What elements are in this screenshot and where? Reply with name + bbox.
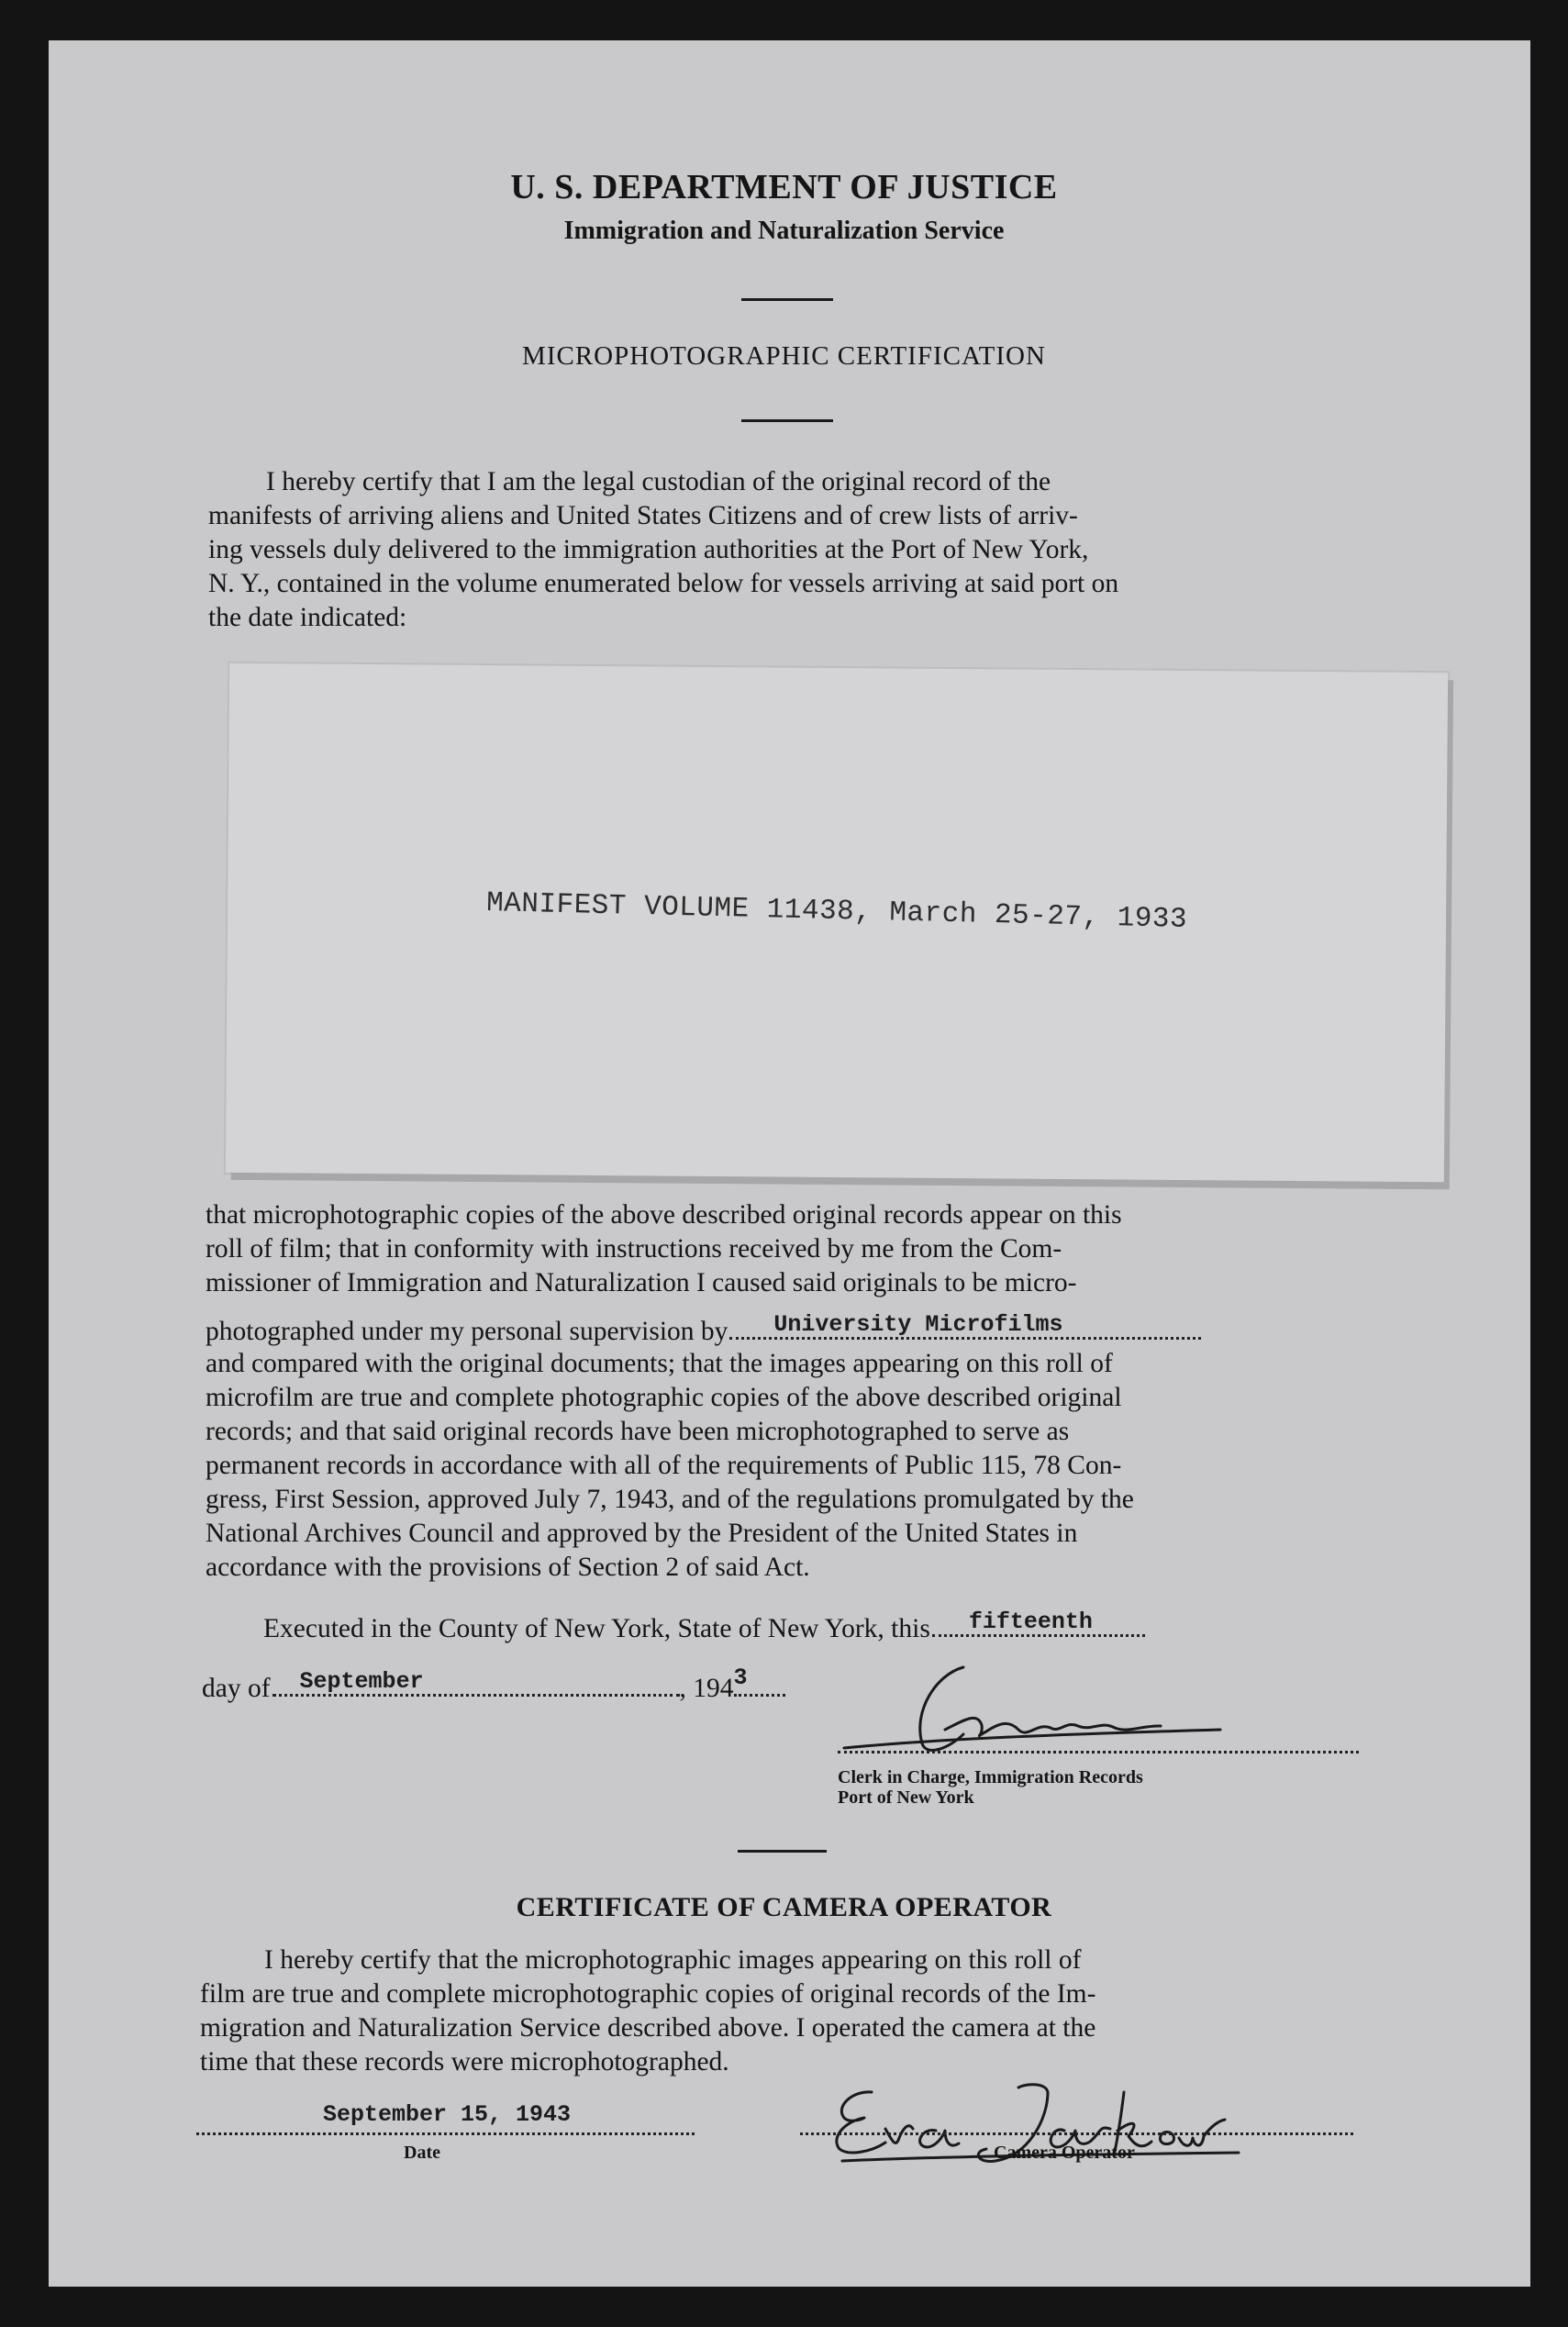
camera-operator-signature-line [800, 2132, 1353, 2135]
certification-title: MICROPHOTOGRAPHIC CERTIFICATION [522, 341, 1046, 371]
body-line: missioner of Immigration and Naturalization I caused said originals to be micro- [206, 1268, 1077, 1297]
photographer-value: University Microfilms [773, 1311, 1063, 1338]
body-paragraph-top [206, 1198, 1369, 1300]
year-field [733, 1665, 785, 1697]
camera-line: film are true and complete microphotographic copies of original records of the Im- [200, 1979, 1096, 2009]
clerk-signature-line [838, 1751, 1359, 1754]
body-line: National Archives Council and approved by the President of the United States in [206, 1519, 1078, 1548]
body-line: permanent records in accordance with all of the requirements of Public 115, 78 Con- [206, 1451, 1122, 1480]
clerk-signature [826, 1656, 1239, 1766]
body-line: roll of film; that in conformity with instructions received by me from the Com- [206, 1234, 1062, 1264]
intro-line: manifests of arriving aliens and United States Citizens and of crew lists of arriv- [208, 501, 1078, 530]
intro-paragraph [208, 465, 1370, 635]
intro-line: the date indicated: [208, 603, 407, 632]
supervision-line [206, 1313, 1201, 1349]
clerk-title: Clerk in Charge, Immigration Records [838, 1767, 1143, 1787]
date-line [202, 1665, 785, 1706]
body-line: gress, First Session, approved July 7, 1943, and of the regulations promulgated by the [206, 1485, 1134, 1514]
month-value: September [299, 1668, 424, 1695]
body-line: accordance with the provisions of Section 2 of said Act. [206, 1553, 810, 1582]
intro-line: ing vessels duly delivered to the immigration authorities at the Port of New York, [208, 535, 1089, 564]
intro-line: I hereby certify that I am the legal custodian of the original record of the [266, 467, 1051, 496]
day-field [932, 1610, 1145, 1637]
manifest-card [226, 663, 1448, 1182]
divider-second [741, 419, 833, 422]
service-heading: Immigration and Naturalization Service [563, 217, 1005, 245]
camera-certificate-paragraph [200, 1943, 1359, 2079]
body-line: that microphotographic copies of the above described original records appear on this [206, 1200, 1122, 1230]
camera-line: I hereby certify that the microphotographic images appearing on this roll of [264, 1945, 1082, 1975]
day-value: fifteenth [968, 1609, 1093, 1635]
divider-top [741, 298, 833, 301]
camera-date-value: September 15, 1943 [323, 2101, 572, 2128]
execution-line [263, 1610, 1145, 1646]
department-heading: U. S. DEPARTMENT OF JUSTICE [510, 168, 1058, 206]
supervision-prefix: photographed under my personal supervision by [206, 1317, 728, 1346]
camera-date-label: Date [404, 2143, 440, 2163]
execution-prefix: Executed in the County of New York, State of New York, this [263, 1614, 930, 1643]
camera-operator-label: Camera Operator [994, 2143, 1135, 2163]
month-field [272, 1670, 680, 1697]
day-of-label: day of [202, 1674, 271, 1703]
photographer-field [729, 1313, 1201, 1340]
manifest-volume-text: MANIFEST VOLUME 11438, March 25-27, 1933 [485, 887, 1188, 936]
camera-line: time that these records were microphotographed. [200, 2047, 729, 2076]
camera-certificate-title: CERTIFICATE OF CAMERA OPERATOR [516, 1892, 1052, 1922]
body-line: and compared with the original documents; that the images appearing on this roll of [206, 1349, 1113, 1378]
year-digit: 3 [733, 1665, 748, 1691]
body-paragraph-bottom [206, 1347, 1369, 1585]
clerk-location: Port of New York [838, 1787, 974, 1808]
year-prefix: , 194 [679, 1674, 734, 1703]
body-line: microfilm are true and complete photographic copies of the above described original [206, 1383, 1122, 1412]
date-signature-line [196, 2132, 695, 2135]
body-line: records; and that said original records have been microphotographed to serve as [206, 1417, 1070, 1446]
camera-line: migration and Naturalization Service described above. I operated the camera at the [200, 2013, 1096, 2043]
intro-line: N. Y., contained in the volume enumerated below for vessels arriving at said port on [208, 569, 1119, 598]
divider-camera [738, 1850, 827, 1853]
